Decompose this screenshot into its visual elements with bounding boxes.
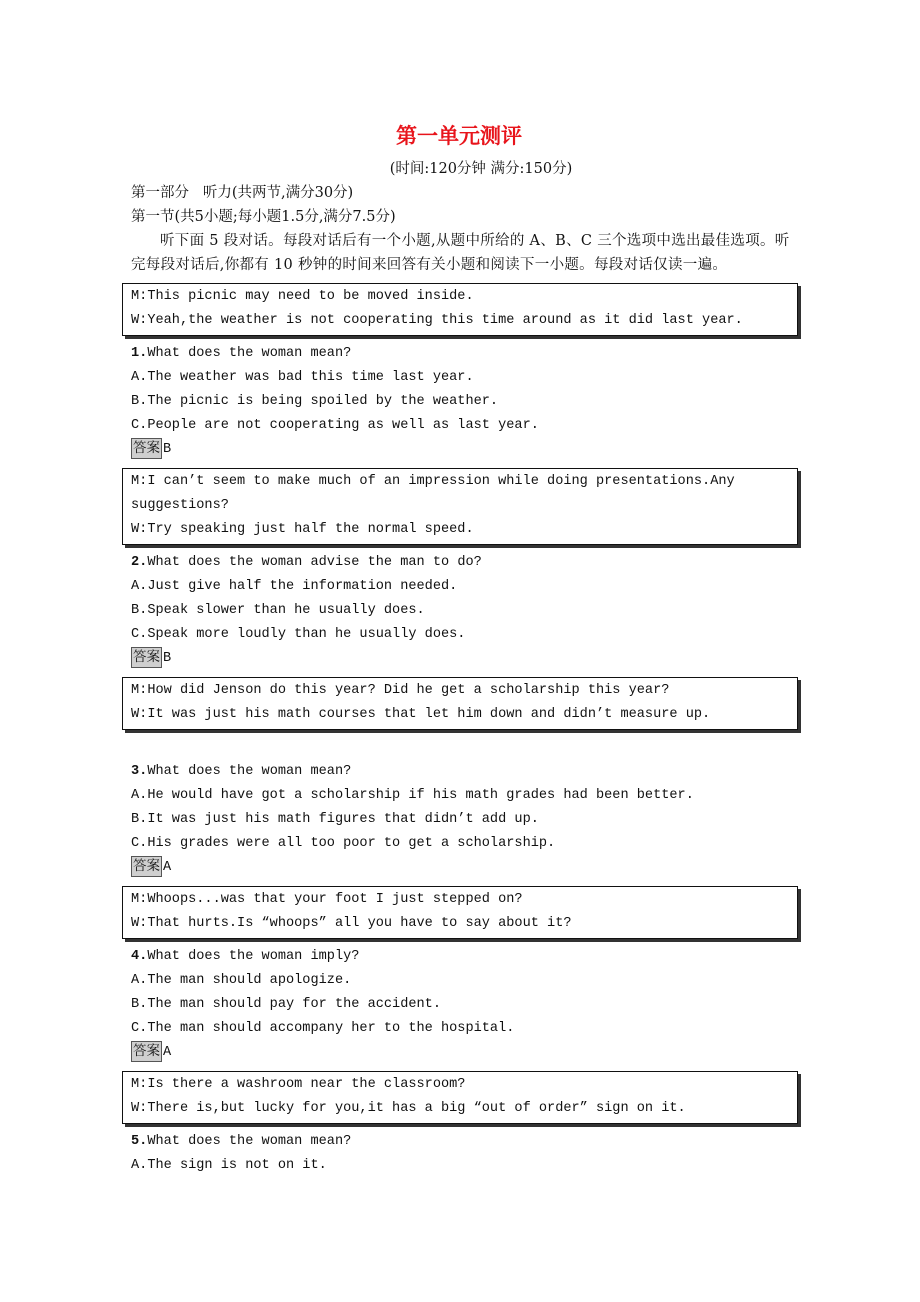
answer-value: B [163,651,172,666]
dialog-box [122,677,798,730]
question-list [131,283,791,1178]
question-text: What does the woman mean? [147,346,352,361]
option: C.The man should accompany her to the hospital. [131,1021,515,1036]
dialog-line: W:Try speaking just half the normal speed. [131,522,474,537]
dialog-line: W:That hurts.Is “whoops” all you have to say about it? [131,916,572,931]
dialog-line: M:Whoops...was that your foot I just stepped on? [131,892,523,907]
option: A.The weather was bad this time last year. [131,370,474,385]
instructions: 听下面 5 段对话。每段对话后有一个小题,从题中所给的 A、B、C 三个选项中选出最佳选项。听完每段对话后,你都有 10 秒钟的时间来回答有关小题和阅读下一小题。每段对话仅读一遍。 [131,233,790,273]
option: C.People are not cooperating as well as last year. [131,418,539,433]
document-page [131,121,791,1178]
option: A.He would have got a scholarship if his math grades had been better. [131,788,694,803]
question-text: What does the woman mean? [147,764,352,779]
dialog-box [122,886,798,939]
question-text: What does the woman advise the man to do? [147,555,482,570]
option: A.The sign is not on it. [131,1158,327,1173]
dialog-line: W:There is,but lucky for you,it has a big “out of order” sign on it. [131,1101,686,1116]
answer-label: 答案 [131,647,162,668]
question-text: What does the woman mean? [147,1134,352,1149]
dialog-line: M:This picnic may need to be moved inside. [131,289,474,304]
dialog-line: W:Yeah,the weather is not cooperating this time around as it did last year. [131,313,743,328]
option: C.His grades were all too poor to get a scholarship. [131,836,556,851]
answer-row [131,856,791,880]
answer-label: 答案 [131,1041,162,1062]
option: B.Speak slower than he usually does. [131,603,425,618]
dialog-box [122,468,798,545]
blank-line [131,736,791,760]
option: B.It was just his math figures that didn’t add up. [131,812,539,827]
question-number: 2. [131,555,148,570]
question [131,760,791,784]
answer-label: 答案 [131,438,162,459]
part-heading: 第一部分 听力(共两节,满分30分) [131,185,354,201]
question-number: 5. [131,1134,148,1149]
option: A.The man should apologize. [131,973,352,988]
option: B.The man should pay for the accident. [131,997,441,1012]
dialog-line: W:It was just his math courses that let him down and didn’t measure up. [131,707,711,722]
answer-row [131,1041,791,1065]
question-text: What does the woman imply? [147,949,360,964]
question [131,551,791,575]
dialog-line: M:Is there a washroom near the classroom? [131,1077,466,1092]
dialog-box [122,283,798,336]
answer-row [131,438,791,462]
dialog-box [122,1071,798,1124]
answer-value: B [163,442,172,457]
dialog-line: M:How did Jenson do this year? Did he get a scholarship this year? [131,683,670,698]
option: B.The picnic is being spoiled by the weather. [131,394,499,409]
answer-value: A [163,1045,172,1060]
option: C.Speak more loudly than he usually does. [131,627,466,642]
dialog-line: M:I can’t seem to make much of an impression while doing presentations.Any suggestions? [131,474,743,513]
question-number: 1. [131,346,148,361]
question [131,945,791,969]
question [131,342,791,366]
question-number: 4. [131,949,148,964]
question [131,1130,791,1154]
answer-row [131,647,791,671]
exam-info: (时间:120分钟 满分:150分) [389,161,573,177]
answer-label: 答案 [131,856,162,877]
question-number: 3. [131,764,148,779]
section-heading: 第一节(共5小题;每小题1.5分,满分7.5分) [131,209,396,225]
answer-value: A [163,860,172,875]
option: A.Just give half the information needed. [131,579,458,594]
page-title: 第一单元测评 [396,123,522,148]
